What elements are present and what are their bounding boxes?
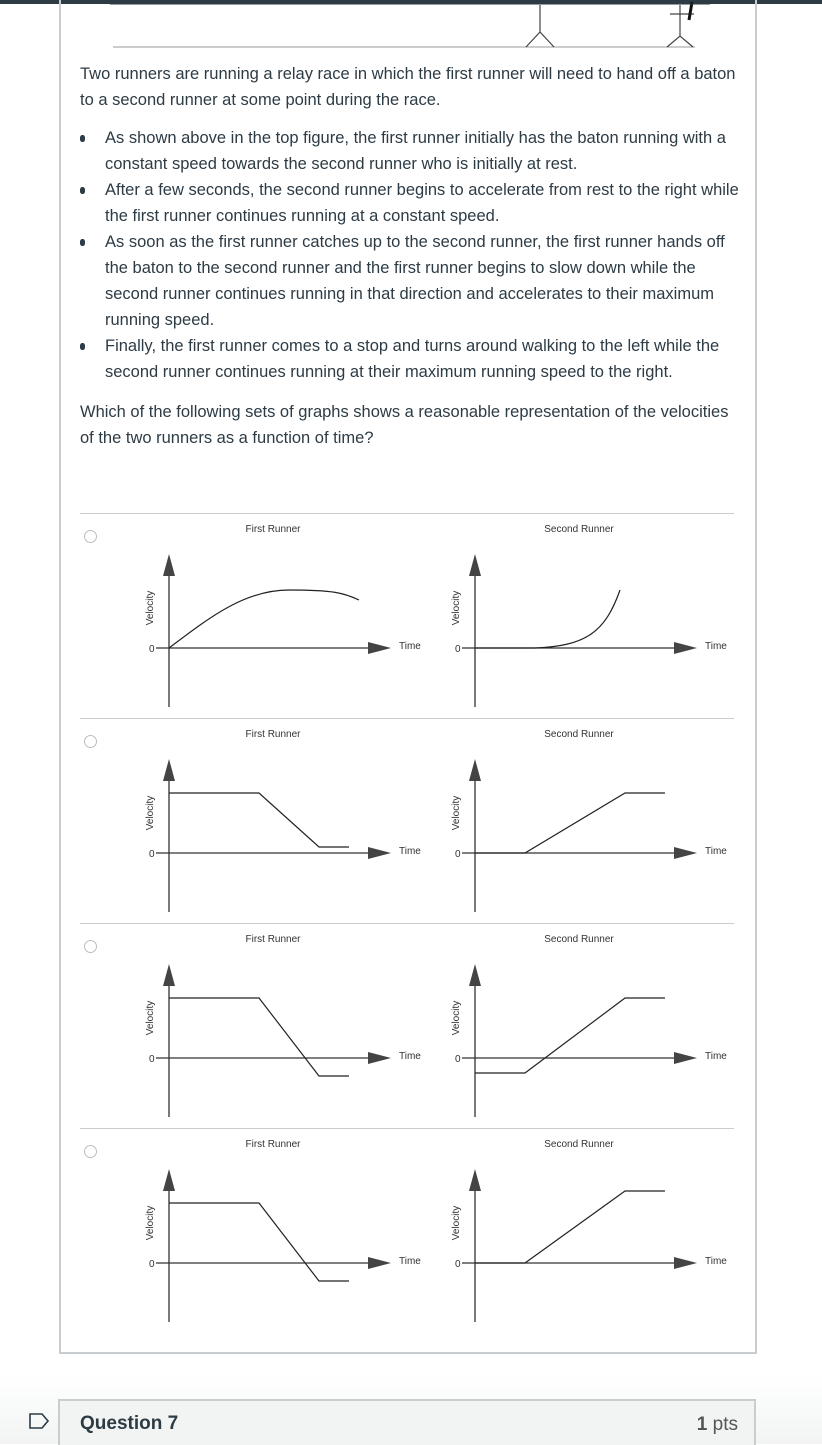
velocity-line [169,1203,349,1281]
x-axis-arrow [674,847,697,859]
first-runner-graph [80,514,421,719]
velocity-line [169,793,349,847]
footer [0,1374,822,1444]
condition-item: Finally, the first runner comes to a stop and turns around walking to the left while the second runner continues running at their maximum running speed to the right. [80,333,740,385]
velocity-line [475,793,665,853]
second-runner-graph [386,514,727,719]
y-axis-label: Velocity [145,795,156,831]
zero-tick-label: 0 [455,849,461,860]
y-axis-label: Velocity [451,795,462,831]
graph-title: Second Runner [544,1139,614,1150]
graph-title: Second Runner [544,729,614,740]
bullet-icon [80,135,85,142]
first-runner-graph [80,1129,421,1334]
question-prompt: Which of the following sets of graphs shows a reasonable representation of the velocities of the two runners as a function of time? [80,403,729,447]
graph-title: First Runner [245,729,301,740]
zero-tick-label: 0 [149,644,155,655]
answer-option-C[interactable] [80,923,734,1129]
question-intro: Two runners are running a relay race in which the first runner will need to hand off a baton to a second runner at some point during the race. [80,65,736,109]
graph-title: First Runner [245,1139,301,1150]
graph-title: Second Runner [544,934,614,945]
flag-question-icon[interactable] [28,1412,50,1430]
bullet-icon [80,187,85,194]
condition-list [80,125,740,385]
y-axis-arrow [163,964,175,986]
bullet-icon [80,343,85,350]
runner2-legs [667,36,693,47]
first-runner-graph [80,719,421,924]
velocity-curve [169,590,359,648]
velocity-line [475,1191,665,1263]
condition-item: As shown above in the top figure, the first runner initially has the baton running with a constant speed towards the second runner who is initially at rest. [80,125,740,177]
x-axis-label: Time [399,1256,421,1267]
y-axis-label: Velocity [451,1000,462,1036]
second-runner-graph [386,719,727,924]
y-axis-label: Velocity [451,590,462,626]
condition-item: After a few seconds, the second runner begins to accelerate from rest to the right while the first runner continues running at a constant speed. [80,177,740,229]
x-axis-label: Time [705,1256,727,1267]
x-axis-label: Time [399,641,421,652]
y-axis-arrow [163,1169,175,1191]
x-axis-label: Time [705,846,727,857]
bullet-icon [80,239,85,246]
zero-tick-label: 0 [149,849,155,860]
y-axis-arrow [163,759,175,781]
zero-tick-label: 0 [455,644,461,655]
x-axis-label: Time [399,1051,421,1062]
runners-figure [110,0,710,52]
next-question-header [58,1399,756,1445]
velocity-curve [475,590,620,648]
second-runner-graph [386,924,727,1129]
baton [689,2,692,20]
x-axis-label: Time [399,846,421,857]
condition-item: As soon as the first runner catches up to the second runner, the first runner hands off the baton to the second runner and the first runner begins to slow down while the second runner continues running in that direction and accelerates to their maximum running speed. [80,229,740,333]
graph-title: Second Runner [544,524,614,535]
x-axis-label: Time [705,1051,727,1062]
question-points: 1 pts [696,1414,738,1435]
y-axis-arrow [469,1169,481,1191]
y-axis-label: Velocity [145,1000,156,1036]
answer-option-B[interactable] [80,718,734,924]
y-axis-label: Velocity [145,1205,156,1241]
zero-tick-label: 0 [149,1054,155,1065]
zero-tick-label: 0 [149,1259,155,1270]
question-text [80,61,740,451]
first-runner-graph [80,924,421,1129]
x-axis-arrow [674,1257,697,1269]
question-number: Question 7 [80,1413,179,1434]
velocity-line [475,998,665,1073]
x-axis-arrow [674,642,697,654]
x-axis-arrow [674,1052,697,1064]
y-axis-arrow [469,964,481,986]
zero-tick-label: 0 [455,1259,461,1270]
answer-option-A[interactable] [80,513,734,719]
y-axis-arrow [163,554,175,576]
y-axis-arrow [469,759,481,781]
x-axis-label: Time [705,641,727,652]
velocity-line [169,998,349,1076]
graph-title: First Runner [245,934,301,945]
zero-tick-label: 0 [455,1054,461,1065]
graph-title: First Runner [245,524,301,535]
y-axis-arrow [469,554,481,576]
y-axis-label: Velocity [451,1205,462,1241]
second-runner-graph [386,1129,727,1334]
answer-option-D[interactable] [80,1128,734,1334]
runner1-legs [526,32,554,47]
y-axis-label: Velocity [145,590,156,626]
